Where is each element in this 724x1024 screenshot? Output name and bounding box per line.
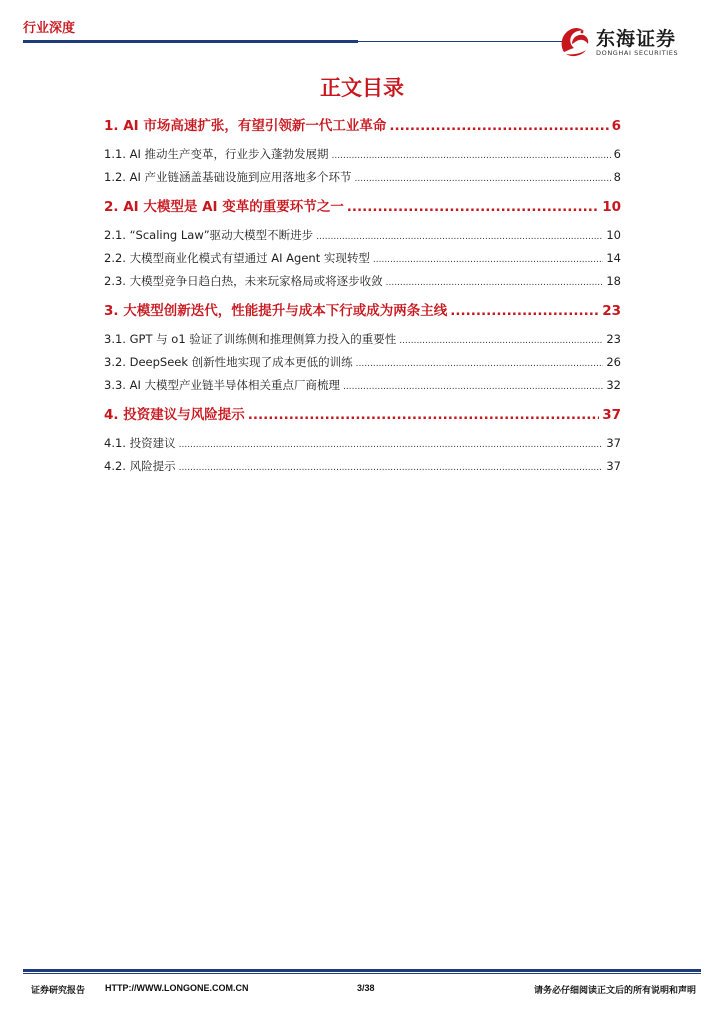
- toc-entry-label: 3.3. AI 大模型产业链半导体相关重点厂商梳理: [104, 378, 341, 392]
- toc-entry-label: 2.1. “Scaling Law”驱动大模型不断进步: [104, 228, 314, 242]
- toc-entry-page: 26: [606, 355, 621, 369]
- toc-entry-2-2[interactable]: [104, 250, 621, 266]
- toc-entry-1-1[interactable]: [104, 146, 621, 162]
- toc-leader-dots: [347, 199, 599, 215]
- toc-entry-label: 1.2. AI 产业链涵盖基础设施到应用落地多个环节: [104, 170, 352, 184]
- toc-entry-4[interactable]: [104, 403, 621, 423]
- toc-leader-dots: [356, 359, 604, 369]
- toc-entry-page: 8: [613, 170, 621, 184]
- toc-entry-label: 1.1. AI 推动生产变革，行业步入蓬勃发展期: [104, 147, 329, 161]
- toc-entry-page: 6: [613, 147, 621, 161]
- toc-entry-3-1[interactable]: [104, 331, 621, 347]
- toc-entry-label: 2.2. 大模型商业化模式有望通过 AI Agent 实现转型: [104, 251, 370, 265]
- toc-entry-4-2[interactable]: [104, 458, 621, 474]
- report-type-tag: 行业深度: [23, 21, 76, 36]
- toc-entry-label: 3. 大模型创新迭代，性能提升与成本下行或成为两条主线: [104, 303, 448, 319]
- toc-entry-label: 2.3. 大模型竞争日趋白热，未来玩家格局或将逐步收敛: [104, 274, 383, 288]
- toc-entry-page: 6: [611, 118, 621, 134]
- toc-entry-label: 3.2. DeepSeek 创新性地实现了成本更低的训练: [104, 355, 353, 369]
- toc-entry-2[interactable]: [104, 195, 621, 215]
- toc-entry-page: 18: [606, 274, 621, 288]
- toc-leader-dots: [332, 151, 611, 161]
- toc-entry-page: 10: [602, 199, 621, 215]
- toc-title: 正文目录: [320, 76, 404, 100]
- toc-entry-page: 37: [606, 459, 621, 473]
- header-rule-thin: [358, 41, 563, 42]
- toc-entry-1-2[interactable]: [104, 169, 621, 185]
- toc-entry-3-2[interactable]: [104, 354, 621, 370]
- toc-entry-page: 23: [606, 332, 621, 346]
- footer-disclaimer: 请务必仔细阅读正文后的所有说明和声明: [533, 986, 696, 996]
- toc-leader-dots: [343, 382, 603, 392]
- toc-leader-dots: [179, 440, 604, 450]
- toc-leader-dots: [386, 278, 604, 288]
- toc-leader-dots: [248, 407, 599, 423]
- toc-entry-label: 3.1. GPT 与 o1 验证了训练侧和推理侧算力投入的重要性: [104, 332, 397, 346]
- toc-leader-dots: [316, 232, 603, 242]
- toc-leader-dots: [450, 303, 599, 319]
- footer-rule-thin: [23, 973, 701, 974]
- toc-entry-page: 10: [606, 228, 621, 242]
- toc-entry-label: 4.2. 风险提示: [104, 459, 176, 473]
- toc-leader-dots: [179, 463, 604, 473]
- footer-rule: [23, 969, 701, 972]
- toc-entry-page: 32: [606, 378, 621, 392]
- footer-page-number: 3/38: [357, 983, 375, 993]
- toc-leader-dots: [355, 174, 611, 184]
- toc-entry-1[interactable]: [104, 114, 621, 134]
- header-rule: [23, 40, 358, 43]
- dragon-emblem-icon: [558, 22, 592, 58]
- footer-website-link[interactable]: HTTP://WWW.LONGONE.COM.CN: [105, 983, 249, 993]
- company-logo: [558, 22, 708, 60]
- toc-entry-2-3[interactable]: [104, 273, 621, 289]
- toc-entry-2-1[interactable]: [104, 227, 621, 243]
- toc-entry-4-1[interactable]: [104, 435, 621, 451]
- logo-english-name: DONGHAI SECURITIES: [596, 49, 679, 57]
- toc-entry-label: 4.1. 投资建议: [104, 436, 176, 450]
- toc-leader-dots: [373, 255, 603, 265]
- toc-leader-dots: [389, 118, 608, 134]
- toc-entry-page: 14: [606, 251, 621, 265]
- toc-entry-page: 37: [606, 436, 621, 450]
- footer-report-label: 证券研究报告: [31, 986, 86, 996]
- toc-entry-3-3[interactable]: [104, 377, 621, 393]
- toc-leader-dots: [399, 336, 603, 346]
- table-of-contents: [104, 114, 621, 474]
- toc-entry-page: 37: [602, 407, 621, 423]
- toc-entry-label: 2. AI 大模型是 AI 变革的重要环节之一: [104, 199, 344, 215]
- toc-entry-page: 23: [602, 303, 621, 319]
- toc-entry-label: 4. 投资建议与风险提示: [104, 407, 245, 423]
- toc-entry-3[interactable]: [104, 299, 621, 319]
- toc-entry-label: 1. AI 市场高速扩张，有望引领新一代工业革命: [104, 118, 387, 134]
- logo-chinese-name: 东海证券: [596, 28, 677, 50]
